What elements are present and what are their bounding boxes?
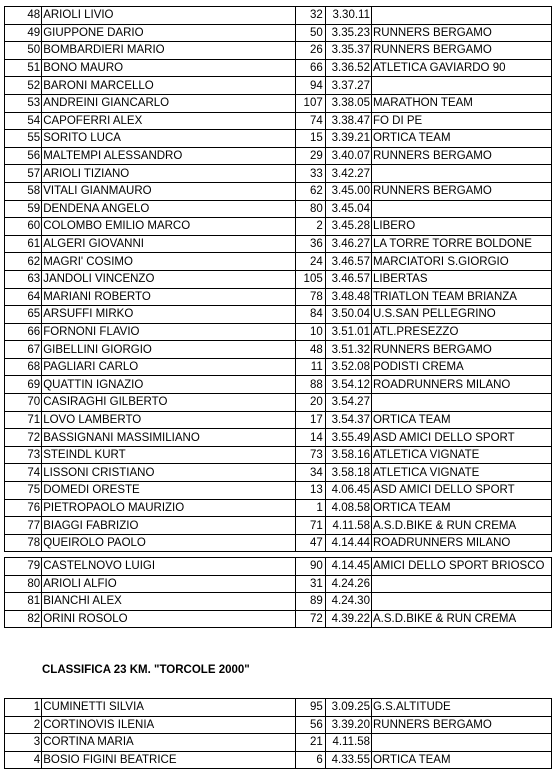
bib-number-cell: 31 [295,575,325,593]
table-row [5,165,552,183]
athlete-name-cell: FORNONI FLAVIO [42,323,295,341]
position-cell: 66 [5,323,42,341]
team-cell: ASD AMICI DELLO SPORT [371,482,551,500]
time-cell: 3.38.05 [325,94,371,112]
bib-number-cell: 15 [295,130,325,148]
position-cell: 61 [5,235,42,253]
bib-number-cell: 33 [295,165,325,183]
position-cell: 79 [5,558,42,576]
athlete-name-cell: ARIOLI ALFIO [42,575,295,593]
table-row [5,464,552,482]
athlete-name-cell: PAGLIARI CARLO [42,358,295,376]
team-cell: LIBERO [371,218,551,236]
time-cell: 4.14.45 [325,558,371,576]
position-cell: 81 [5,593,42,611]
time-cell: 3.36.52 [325,59,371,77]
results-table-23km [4,698,552,769]
time-cell: 3.58.18 [325,464,371,482]
bib-number-cell: 89 [295,593,325,611]
table-row [5,699,552,717]
time-cell: 4.33.55 [325,751,371,769]
table-row [5,734,552,752]
team-cell: ORTICA TEAM [371,751,551,769]
team-cell: ATLETICA VIGNATE [371,446,551,464]
time-cell: 3.55.49 [325,429,371,447]
athlete-name-cell: BARONI MARCELLO [42,77,295,95]
table-row [5,499,552,517]
athlete-name-cell: ORINI ROSOLO [42,610,295,628]
position-cell: 67 [5,341,42,359]
team-cell: MARCIATORI S.GIORGIO [371,253,551,271]
bib-number-cell: 94 [295,77,325,95]
table-row [5,288,552,306]
time-cell: 4.14.44 [325,534,371,552]
athlete-name-cell: BONO MAURO [42,59,295,77]
time-cell: 4.08.58 [325,499,371,517]
time-cell: 3.51.32 [325,341,371,359]
section-title: CLASSIFICA 23 KM. "TORCOLE 2000" [42,664,250,676]
time-cell: 3.54.37 [325,411,371,429]
time-cell: 3.50.04 [325,306,371,324]
time-cell: 3.54.12 [325,376,371,394]
table-row [5,358,552,376]
team-cell [371,593,551,611]
bib-number-cell: 47 [295,534,325,552]
table-row [5,534,552,552]
time-cell: 3.37.27 [325,77,371,95]
table-row [5,147,552,165]
table-row [5,446,552,464]
position-cell: 53 [5,94,42,112]
team-cell [371,200,551,218]
athlete-name-cell: MAGRI' COSIMO [42,253,295,271]
athlete-name-cell: CASTELNOVO LUIGI [42,558,295,576]
team-cell [371,77,551,95]
athlete-name-cell: BOMBARDIERI MARIO [42,42,295,60]
position-cell: 52 [5,77,42,95]
athlete-name-cell: BOSIO FIGINI BEATRICE [42,751,295,769]
team-cell [371,7,551,25]
bib-number-cell: 62 [295,182,325,200]
team-cell: RUNNERS BERGAMO [371,716,551,734]
time-cell: 3.46.27 [325,235,371,253]
athlete-name-cell: QUATTIN IGNAZIO [42,376,295,394]
time-cell: 4.11.58 [325,517,371,535]
team-cell: TRIATLON TEAM BRIANZA [371,288,551,306]
team-cell: ATLETICA VIGNATE [371,464,551,482]
athlete-name-cell: ALGERI GIOVANNI [42,235,295,253]
team-cell: ROADRUNNERS MILANO [371,534,551,552]
team-cell: LA TORRE TORRE BOLDONE [371,235,551,253]
bib-number-cell: 36 [295,235,325,253]
position-cell: 57 [5,165,42,183]
athlete-name-cell: CORTINA MARIA [42,734,295,752]
team-cell: ATLETICA GAVIARDO 90 [371,59,551,77]
position-cell: 82 [5,610,42,628]
position-cell: 64 [5,288,42,306]
position-cell: 62 [5,253,42,271]
position-cell: 74 [5,464,42,482]
bib-number-cell: 17 [295,411,325,429]
time-cell: 3.58.16 [325,446,371,464]
athlete-name-cell: ARSUFFI MIRKO [42,306,295,324]
position-cell: 4 [5,751,42,769]
team-cell [371,165,551,183]
table-row [5,482,552,500]
bib-number-cell: 71 [295,517,325,535]
table-row [5,59,552,77]
team-cell: A.S.D.BIKE & RUN CREMA [371,610,551,628]
table-row [5,94,552,112]
team-cell: PODISTI CREMA [371,358,551,376]
team-cell [371,575,551,593]
bib-number-cell: 14 [295,429,325,447]
time-cell: 3.30.11 [325,7,371,25]
time-cell: 3.48.48 [325,288,371,306]
results-table-main [4,6,552,552]
bib-number-cell: 11 [295,358,325,376]
team-cell: MARATHON TEAM [371,94,551,112]
table-row [5,558,552,576]
athlete-name-cell: CUMINETTI SILVIA [42,699,295,717]
table-row [5,77,552,95]
team-cell [371,394,551,412]
athlete-name-cell: CORTINOVIS ILENIA [42,716,295,734]
position-cell: 2 [5,716,42,734]
team-cell: ATL.PRESEZZO [371,323,551,341]
athlete-name-cell: ARIOLI TIZIANO [42,165,295,183]
position-cell: 59 [5,200,42,218]
team-cell: ROADRUNNERS MILANO [371,376,551,394]
table-row [5,7,552,25]
time-cell: 4.24.26 [325,575,371,593]
time-cell: 3.46.57 [325,270,371,288]
table-row [5,429,552,447]
bib-number-cell: 6 [295,751,325,769]
bib-number-cell: 66 [295,59,325,77]
table-row [5,200,552,218]
table-row [5,24,552,42]
bib-number-cell: 48 [295,341,325,359]
position-cell: 50 [5,42,42,60]
position-cell: 73 [5,446,42,464]
time-cell: 4.06.45 [325,482,371,500]
table-row [5,130,552,148]
athlete-name-cell: PIETROPAOLO MAURIZIO [42,499,295,517]
athlete-name-cell: BIAGGI FABRIZIO [42,517,295,535]
bib-number-cell: 26 [295,42,325,60]
table-row [5,575,552,593]
position-cell: 60 [5,218,42,236]
athlete-name-cell: MALTEMPI ALESSANDRO [42,147,295,165]
table-row [5,235,552,253]
athlete-name-cell: BASSIGNANI MASSIMILIANO [42,429,295,447]
table-row [5,306,552,324]
time-cell: 4.39.22 [325,610,371,628]
bib-number-cell: 20 [295,394,325,412]
time-cell: 4.11.58 [325,734,371,752]
table-row [5,42,552,60]
bib-number-cell: 107 [295,94,325,112]
bib-number-cell: 29 [295,147,325,165]
results-table-continued [4,557,552,628]
time-cell: 3.52.08 [325,358,371,376]
athlete-name-cell: COLOMBO EMILIO MARCO [42,218,295,236]
athlete-name-cell: GIBELLINI GIORGIO [42,341,295,359]
team-cell: LIBERTAS [371,270,551,288]
athlete-name-cell: SORITO LUCA [42,130,295,148]
position-cell: 78 [5,534,42,552]
athlete-name-cell: ANDREINI GIANCARLO [42,94,295,112]
time-cell: 3.45.04 [325,200,371,218]
table-row [5,517,552,535]
bib-number-cell: 105 [295,270,325,288]
team-cell: RUNNERS BERGAMO [371,182,551,200]
time-cell: 3.46.57 [325,253,371,271]
position-cell: 54 [5,112,42,130]
table-row [5,411,552,429]
position-cell: 1 [5,699,42,717]
position-cell: 70 [5,394,42,412]
team-cell: G.S.ALTITUDE [371,699,551,717]
athlete-name-cell: CAPOFERRI ALEX [42,112,295,130]
bib-number-cell: 95 [295,699,325,717]
athlete-name-cell: QUEIROLO PAOLO [42,534,295,552]
athlete-name-cell: ARIOLI LIVIO [42,7,295,25]
bib-number-cell: 1 [295,499,325,517]
team-cell: RUNNERS BERGAMO [371,341,551,359]
athlete-name-cell: GIUPPONE DARIO [42,24,295,42]
team-cell: AMICI DELLO SPORT BRIOSCO [371,558,551,576]
position-cell: 49 [5,24,42,42]
athlete-name-cell: DOMEDI ORESTE [42,482,295,500]
position-cell: 56 [5,147,42,165]
bib-number-cell: 72 [295,610,325,628]
table-row [5,253,552,271]
time-cell: 4.24.30 [325,593,371,611]
position-cell: 3 [5,734,42,752]
bib-number-cell: 74 [295,112,325,130]
bib-number-cell: 10 [295,323,325,341]
bib-number-cell: 84 [295,306,325,324]
bib-number-cell: 78 [295,288,325,306]
table-row [5,394,552,412]
time-cell: 3.45.28 [325,218,371,236]
bib-number-cell: 80 [295,200,325,218]
position-cell: 72 [5,429,42,447]
position-cell: 75 [5,482,42,500]
athlete-name-cell: LOVO LAMBERTO [42,411,295,429]
time-cell: 3.42.27 [325,165,371,183]
bib-number-cell: 2 [295,218,325,236]
time-cell: 3.38.47 [325,112,371,130]
bib-number-cell: 32 [295,7,325,25]
position-cell: 63 [5,270,42,288]
table-row [5,376,552,394]
table-row [5,218,552,236]
table-row [5,716,552,734]
table-row [5,610,552,628]
team-cell: A.S.D.BIKE & RUN CREMA [371,517,551,535]
time-cell: 3.09.25 [325,699,371,717]
team-cell: RUNNERS BERGAMO [371,42,551,60]
position-cell: 58 [5,182,42,200]
table-row [5,323,552,341]
athlete-name-cell: JANDOLI VINCENZO [42,270,295,288]
position-cell: 71 [5,411,42,429]
position-cell: 51 [5,59,42,77]
team-cell: ORTICA TEAM [371,411,551,429]
bib-number-cell: 13 [295,482,325,500]
bib-number-cell: 21 [295,734,325,752]
bib-number-cell: 34 [295,464,325,482]
team-cell: ORTICA TEAM [371,499,551,517]
position-cell: 80 [5,575,42,593]
bib-number-cell: 90 [295,558,325,576]
bib-number-cell: 73 [295,446,325,464]
position-cell: 65 [5,306,42,324]
bib-number-cell: 88 [295,376,325,394]
bib-number-cell: 56 [295,716,325,734]
team-cell: U.S.SAN PELLEGRINO [371,306,551,324]
table-row [5,341,552,359]
position-cell: 55 [5,130,42,148]
position-cell: 48 [5,7,42,25]
time-cell: 3.39.20 [325,716,371,734]
table-row [5,270,552,288]
table-row [5,751,552,769]
team-cell: ASD AMICI DELLO SPORT [371,429,551,447]
athlete-name-cell: STEINDL KURT [42,446,295,464]
team-cell: RUNNERS BERGAMO [371,147,551,165]
athlete-name-cell: CASIRAGHI GILBERTO [42,394,295,412]
position-cell: 69 [5,376,42,394]
athlete-name-cell: DENDENA ANGELO [42,200,295,218]
team-cell: RUNNERS BERGAMO [371,24,551,42]
athlete-name-cell: VITALI GIANMAURO [42,182,295,200]
athlete-name-cell: LISSONI CRISTIANO [42,464,295,482]
position-cell: 68 [5,358,42,376]
time-cell: 3.51.01 [325,323,371,341]
time-cell: 3.45.00 [325,182,371,200]
team-cell [371,734,551,752]
table-row [5,182,552,200]
athlete-name-cell: BIANCHI ALEX [42,593,295,611]
athlete-name-cell: MARIANI ROBERTO [42,288,295,306]
table-row [5,593,552,611]
team-cell: FO DI PE [371,112,551,130]
team-cell: ORTICA TEAM [371,130,551,148]
time-cell: 3.54.27 [325,394,371,412]
position-cell: 76 [5,499,42,517]
position-cell: 77 [5,517,42,535]
time-cell: 3.39.21 [325,130,371,148]
table-row [5,112,552,130]
bib-number-cell: 24 [295,253,325,271]
time-cell: 3.40.07 [325,147,371,165]
time-cell: 3.35.23 [325,24,371,42]
bib-number-cell: 50 [295,24,325,42]
time-cell: 3.35.37 [325,42,371,60]
